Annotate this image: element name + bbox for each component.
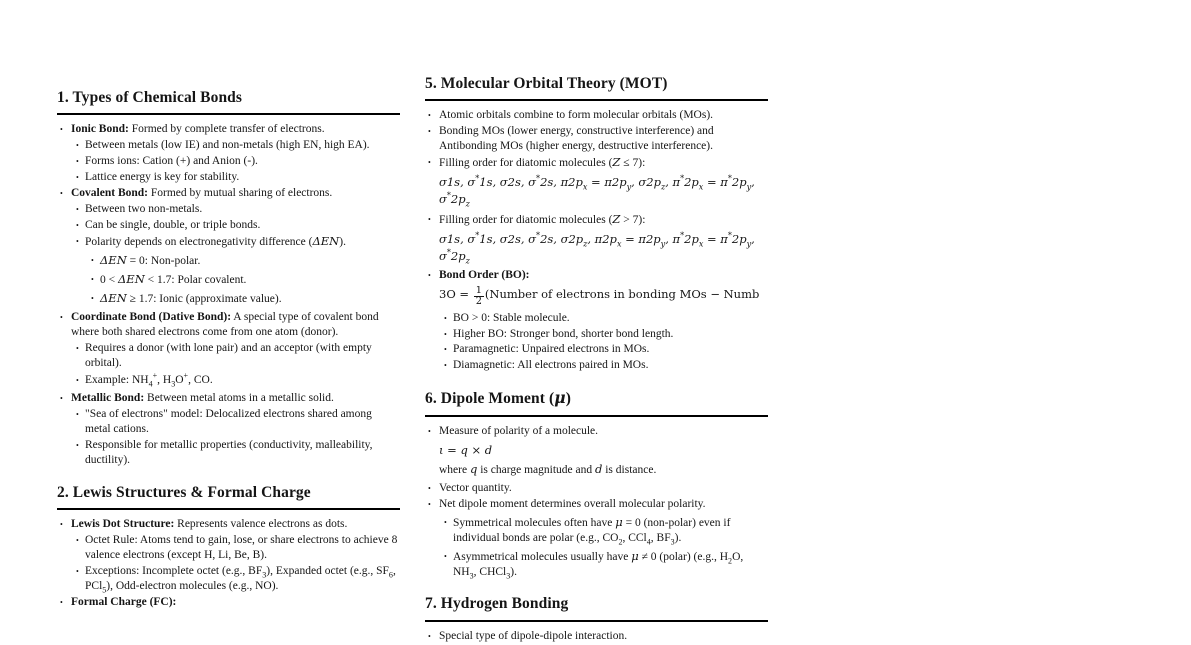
bullet-marker: •: [428, 271, 431, 281]
bullet-marker: •: [76, 343, 79, 353]
fraction-numerator: 1: [475, 286, 482, 297]
math-text: q: [469, 461, 478, 476]
list-item-text: Paramagnetic: Unpaired electrons in MOs.: [453, 343, 650, 356]
math-text: μ: [615, 514, 623, 529]
subscript: 2: [728, 555, 733, 565]
superscript: +: [183, 371, 189, 381]
list-item-text: [439, 230, 755, 266]
list-item: [57, 253, 400, 269]
superscript: *: [475, 230, 480, 240]
math-text: Z: [612, 155, 621, 170]
subscript: 3: [171, 379, 176, 389]
math-text: σ1s, σ*1s, σ2s, σ*2s, $\pi 2p_x = \pi 2p_y$, $\sigma 2p_z$, $\pi^*2p_x = \pi^*2p_y$, $\sigma^*2p_z$: [439, 174, 755, 209]
bold-text: Formal Charge (FC):: [71, 596, 177, 609]
bullet-marker: •: [76, 221, 79, 230]
bullet-marker: •: [428, 127, 431, 137]
list-item-text: Forms ions: Cation (+) and Anion (-).: [85, 155, 258, 168]
bullet-marker: •: [91, 274, 94, 284]
list-item: [57, 533, 400, 563]
list-item: [57, 272, 400, 288]
list-item: [57, 564, 400, 594]
subscript: y: [746, 238, 752, 248]
list-item-text: [439, 443, 492, 457]
heading-rule: [425, 415, 768, 417]
list-item: [425, 549, 768, 580]
list-item: [425, 497, 768, 512]
subscript: 4: [148, 379, 153, 389]
bullet-marker: •: [60, 598, 63, 608]
bullet-marker: •: [76, 536, 79, 546]
math-text: Z: [612, 211, 621, 226]
list-item-text: Requires a donor (with lone pair) and an acceptor (with empty orbital).: [85, 341, 372, 369]
superscript: *: [446, 247, 451, 257]
bullet-marker: •: [428, 158, 431, 168]
superscript: *: [680, 230, 685, 240]
section: [57, 483, 400, 610]
subscript: 3: [506, 570, 511, 580]
section: [425, 594, 768, 643]
list-item-text: [71, 596, 176, 608]
bullet-marker: •: [444, 517, 447, 527]
bullet-marker: •: [60, 312, 63, 322]
bullet-marker: •: [428, 631, 431, 641]
subscript: x: [698, 238, 704, 248]
list-item: [57, 154, 400, 169]
list-item-text: Example: $NH_4^+$, $H_3O^+$, CO.: [85, 371, 213, 389]
math-text: ΔEN: [312, 233, 340, 248]
bullet-marker: •: [76, 441, 79, 451]
superscript: *: [727, 174, 732, 184]
list-item-text: ΔEN = 0: Non-polar.: [100, 252, 201, 267]
list-item: [425, 155, 768, 171]
subscript: 5: [102, 585, 107, 595]
list-item: [425, 515, 768, 546]
list-item: [425, 342, 768, 357]
list-item-text: Lewis Dot Structure: Represents valence electrons as dots.: [71, 518, 348, 531]
list-item: [57, 138, 400, 153]
heading-rule: [57, 508, 400, 510]
bold-text: Lewis Dot Structure:: [71, 518, 175, 531]
list-item: [57, 517, 400, 532]
subscript: x: [698, 182, 704, 192]
math-text: μ: [631, 548, 639, 563]
formula-line: [425, 231, 768, 266]
bullet-marker: •: [428, 214, 431, 224]
list-item: [425, 108, 768, 123]
list-item-text: Lattice energy is key for stability.: [85, 171, 240, 184]
fraction: [474, 286, 484, 308]
math-text: d: [594, 461, 603, 476]
list-item-text: [439, 269, 530, 281]
subscript: z: [583, 238, 588, 248]
list-item-text: Octet Rule: Atoms tend to gain, lose, or share electrons to achieve 8 valence electrons (except H, Li, Be, B).: [85, 534, 398, 562]
list-item: [425, 268, 768, 283]
list-item: [425, 311, 768, 326]
section: [425, 74, 768, 373]
section-heading: 1. Types of Chemical Bonds: [57, 89, 243, 106]
list-item-text: Responsible for metallic properties (conductivity, malleability, ductility).: [85, 439, 373, 467]
list-item: [57, 291, 400, 307]
formula-line: [425, 286, 768, 308]
bold-text: Metallic Bond:: [71, 392, 145, 405]
superscript: +: [152, 371, 158, 381]
bullet-marker: •: [76, 173, 79, 183]
list-item-text: Atomic orbitals combine to form molecular orbitals (MOs).: [439, 109, 714, 122]
list-item: [425, 358, 768, 373]
math-text: μ: [554, 388, 566, 408]
subscript: 3: [262, 570, 267, 580]
subscript: x: [616, 238, 622, 248]
superscript: *: [680, 174, 685, 184]
bullet-marker: •: [76, 567, 79, 577]
section-heading: 5. Molecular Orbital Theory (MOT): [425, 75, 668, 92]
superscript: *: [536, 174, 541, 184]
list-item-text: Bonding MOs (lower energy, constructive interference) and Antibonding MOs (higher energy, destructive interference).: [439, 125, 714, 153]
list-item: [425, 212, 768, 228]
subscript: 6: [388, 570, 393, 580]
list-item-text: Coordinate Bond (Dative Bond): A special type of covalent bond where both shared electrons come from one atom (donor).: [71, 310, 379, 338]
superscript: *: [727, 230, 732, 240]
list-item: [57, 407, 400, 437]
right-column: [425, 74, 768, 645]
bullet-marker: •: [444, 313, 447, 323]
left-column: [57, 88, 400, 611]
bullet-marker: •: [428, 111, 431, 121]
list-item-text: Covalent Bond: Formed by mutual sharing of electrons.: [71, 187, 333, 200]
heading-rule: [425, 620, 768, 622]
list-item: [57, 234, 400, 250]
list-item-text: Measure of polarity of a molecule.: [439, 424, 599, 437]
subscript: z: [660, 182, 666, 192]
section-list: [425, 629, 768, 644]
list-item: [57, 202, 400, 217]
list-item: [57, 170, 400, 185]
bullet-marker: •: [76, 410, 79, 420]
list-item: [57, 595, 400, 610]
bullet-marker: •: [60, 394, 63, 404]
list-item-text: Filling order for diatomic molecules (Z ≤ 7):: [439, 155, 646, 170]
math-text: ΔEN: [118, 271, 145, 286]
section: [57, 88, 400, 468]
list-item: [57, 310, 400, 340]
list-item: [57, 391, 400, 406]
bullet-marker: •: [444, 551, 447, 561]
subscript: y: [626, 182, 632, 192]
list-item-text: Metallic Bond: Between metal atoms in a metallic solid.: [71, 392, 334, 405]
list-item: [57, 341, 400, 371]
bold-text: Covalent Bond:: [71, 187, 148, 200]
heading-rule: [57, 113, 400, 115]
bullet-marker: •: [428, 499, 431, 509]
subscript: y: [660, 238, 666, 248]
list-item-text: 0 < ΔEN < 1.7: Polar covalent.: [100, 271, 247, 286]
math-text: ΔEN: [100, 252, 127, 267]
bullet-marker: •: [428, 426, 431, 436]
subscript: 2: [618, 536, 623, 546]
subscript: x: [582, 182, 588, 192]
list-item-text: Asymmetrical molecules usually have μ ≠ 0 (polar) (e.g., $H_2O$, $NH_3$, CHCl$_3$).: [453, 548, 744, 580]
list-item-text: Polarity depends on electronegativity difference (ΔEN).: [85, 233, 346, 248]
superscript: *: [446, 191, 451, 201]
bullet-marker: •: [428, 483, 431, 493]
subscript: 3: [670, 536, 675, 546]
math-text: ι = q × d: [439, 442, 493, 457]
list-item-text: 3O = $\frac{1}{2}$ (Number of electrons in bonding MOs − Numb: [439, 286, 760, 308]
list-item: [425, 481, 768, 496]
list-item-text: Diamagnetic: All electrons paired in MOs.: [453, 359, 649, 372]
list-item-text: Ionic Bond: Formed by complete transfer of electrons.: [71, 123, 325, 136]
list-item-text: Exceptions: Incomplete octet (e.g., $BF_3$), Expanded octet (e.g., $SF_6$, PCl$_5$), Odd-electron molecules (e.g., NO).: [85, 565, 396, 595]
bullet-marker: •: [76, 205, 79, 215]
section-heading: 7. Hydrogen Bonding: [425, 595, 569, 613]
list-item-text: where q is charge magnitude and d is distance.: [439, 461, 657, 476]
fraction-denominator: 2: [475, 296, 482, 308]
subscript: z: [465, 199, 470, 209]
formula-line: [425, 442, 768, 459]
list-item: [425, 629, 768, 644]
list-item: [425, 327, 768, 342]
bullet-marker: •: [91, 255, 94, 265]
list-item-text: Vector quantity.: [439, 481, 512, 494]
list-item-text: Between metals (low IE) and non-metals (high EN, high EA).: [85, 139, 370, 152]
list-item: [57, 186, 400, 201]
bullet-marker: •: [60, 520, 63, 530]
list-item: [57, 373, 400, 388]
bullet-marker: •: [76, 141, 79, 151]
list-item: [57, 218, 400, 233]
bullet-marker: •: [76, 157, 79, 167]
subscript: y: [746, 182, 752, 192]
bullet-marker: •: [444, 329, 447, 339]
superscript: *: [536, 230, 541, 240]
subscript: 4: [646, 536, 651, 546]
superscript: *: [475, 174, 480, 184]
subscript: 3: [469, 570, 474, 580]
heading-rule: [425, 99, 768, 101]
bullet-marker: •: [444, 345, 447, 355]
bullet-marker: •: [60, 125, 63, 135]
bullet-marker: •: [91, 293, 94, 303]
section-list: [57, 122, 400, 468]
section-heading: 6. Dipole Moment (μ): [425, 388, 571, 408]
list-item-text: "Sea of electrons" model: Delocalized electrons shared among metal cations.: [85, 408, 372, 436]
list-item-text: Between two non-metals.: [85, 203, 203, 216]
math-text: ΔEN: [100, 290, 127, 305]
section-list: [57, 517, 400, 610]
list-item: [425, 124, 768, 154]
section-heading: 2. Lewis Structures & Formal Charge: [57, 484, 311, 502]
bold-text: Bond Order (BO):: [439, 269, 530, 282]
list-item-text: Higher BO: Stronger bond, shorter bond length.: [453, 327, 674, 340]
list-item-text: Symmetrical molecules often have μ = 0 (non-polar) even if individual bonds are polar (e.g., $CO_2$, CCl$_4$, $BF_3$).: [453, 514, 731, 546]
list-item-text: ΔEN ≥ 1.7: Ionic (approximate value).: [100, 290, 282, 305]
list-item: [425, 462, 768, 478]
subscript: z: [465, 256, 470, 266]
list-item: [57, 438, 400, 468]
bold-text: Ionic Bond:: [71, 123, 129, 136]
bullet-marker: •: [76, 376, 79, 386]
bullet-marker: •: [444, 361, 447, 371]
list-item-text: [439, 174, 755, 209]
list-item-text: Can be single, double, or triple bonds.: [85, 219, 261, 231]
section-list: [425, 108, 768, 373]
formula-line: [425, 174, 768, 209]
list-item: [425, 424, 768, 439]
bold-text: Coordinate Bond (Dative Bond):: [71, 310, 232, 323]
section: [425, 388, 768, 579]
list-item-text: BO > 0: Stable molecule.: [453, 311, 570, 324]
list-item-text: Special type of dipole-dipole interaction.: [439, 629, 628, 642]
section-list: [425, 424, 768, 580]
bullet-marker: •: [76, 236, 79, 246]
list-item: [57, 122, 400, 137]
list-item-text: Filling order for diatomic molecules (Z > 7):: [439, 211, 646, 226]
bullet-marker: •: [60, 189, 63, 199]
list-item-text: Net dipole moment determines overall molecular polarity.: [439, 497, 706, 510]
math-text: σ1s, σ*1s, σ2s, σ*2s, $\sigma 2p_z$, $\pi 2p_x = \pi 2p_y$, $\pi^*2p_x = \pi^*2p_y$, $\sigma^*2p_z$: [439, 230, 755, 266]
